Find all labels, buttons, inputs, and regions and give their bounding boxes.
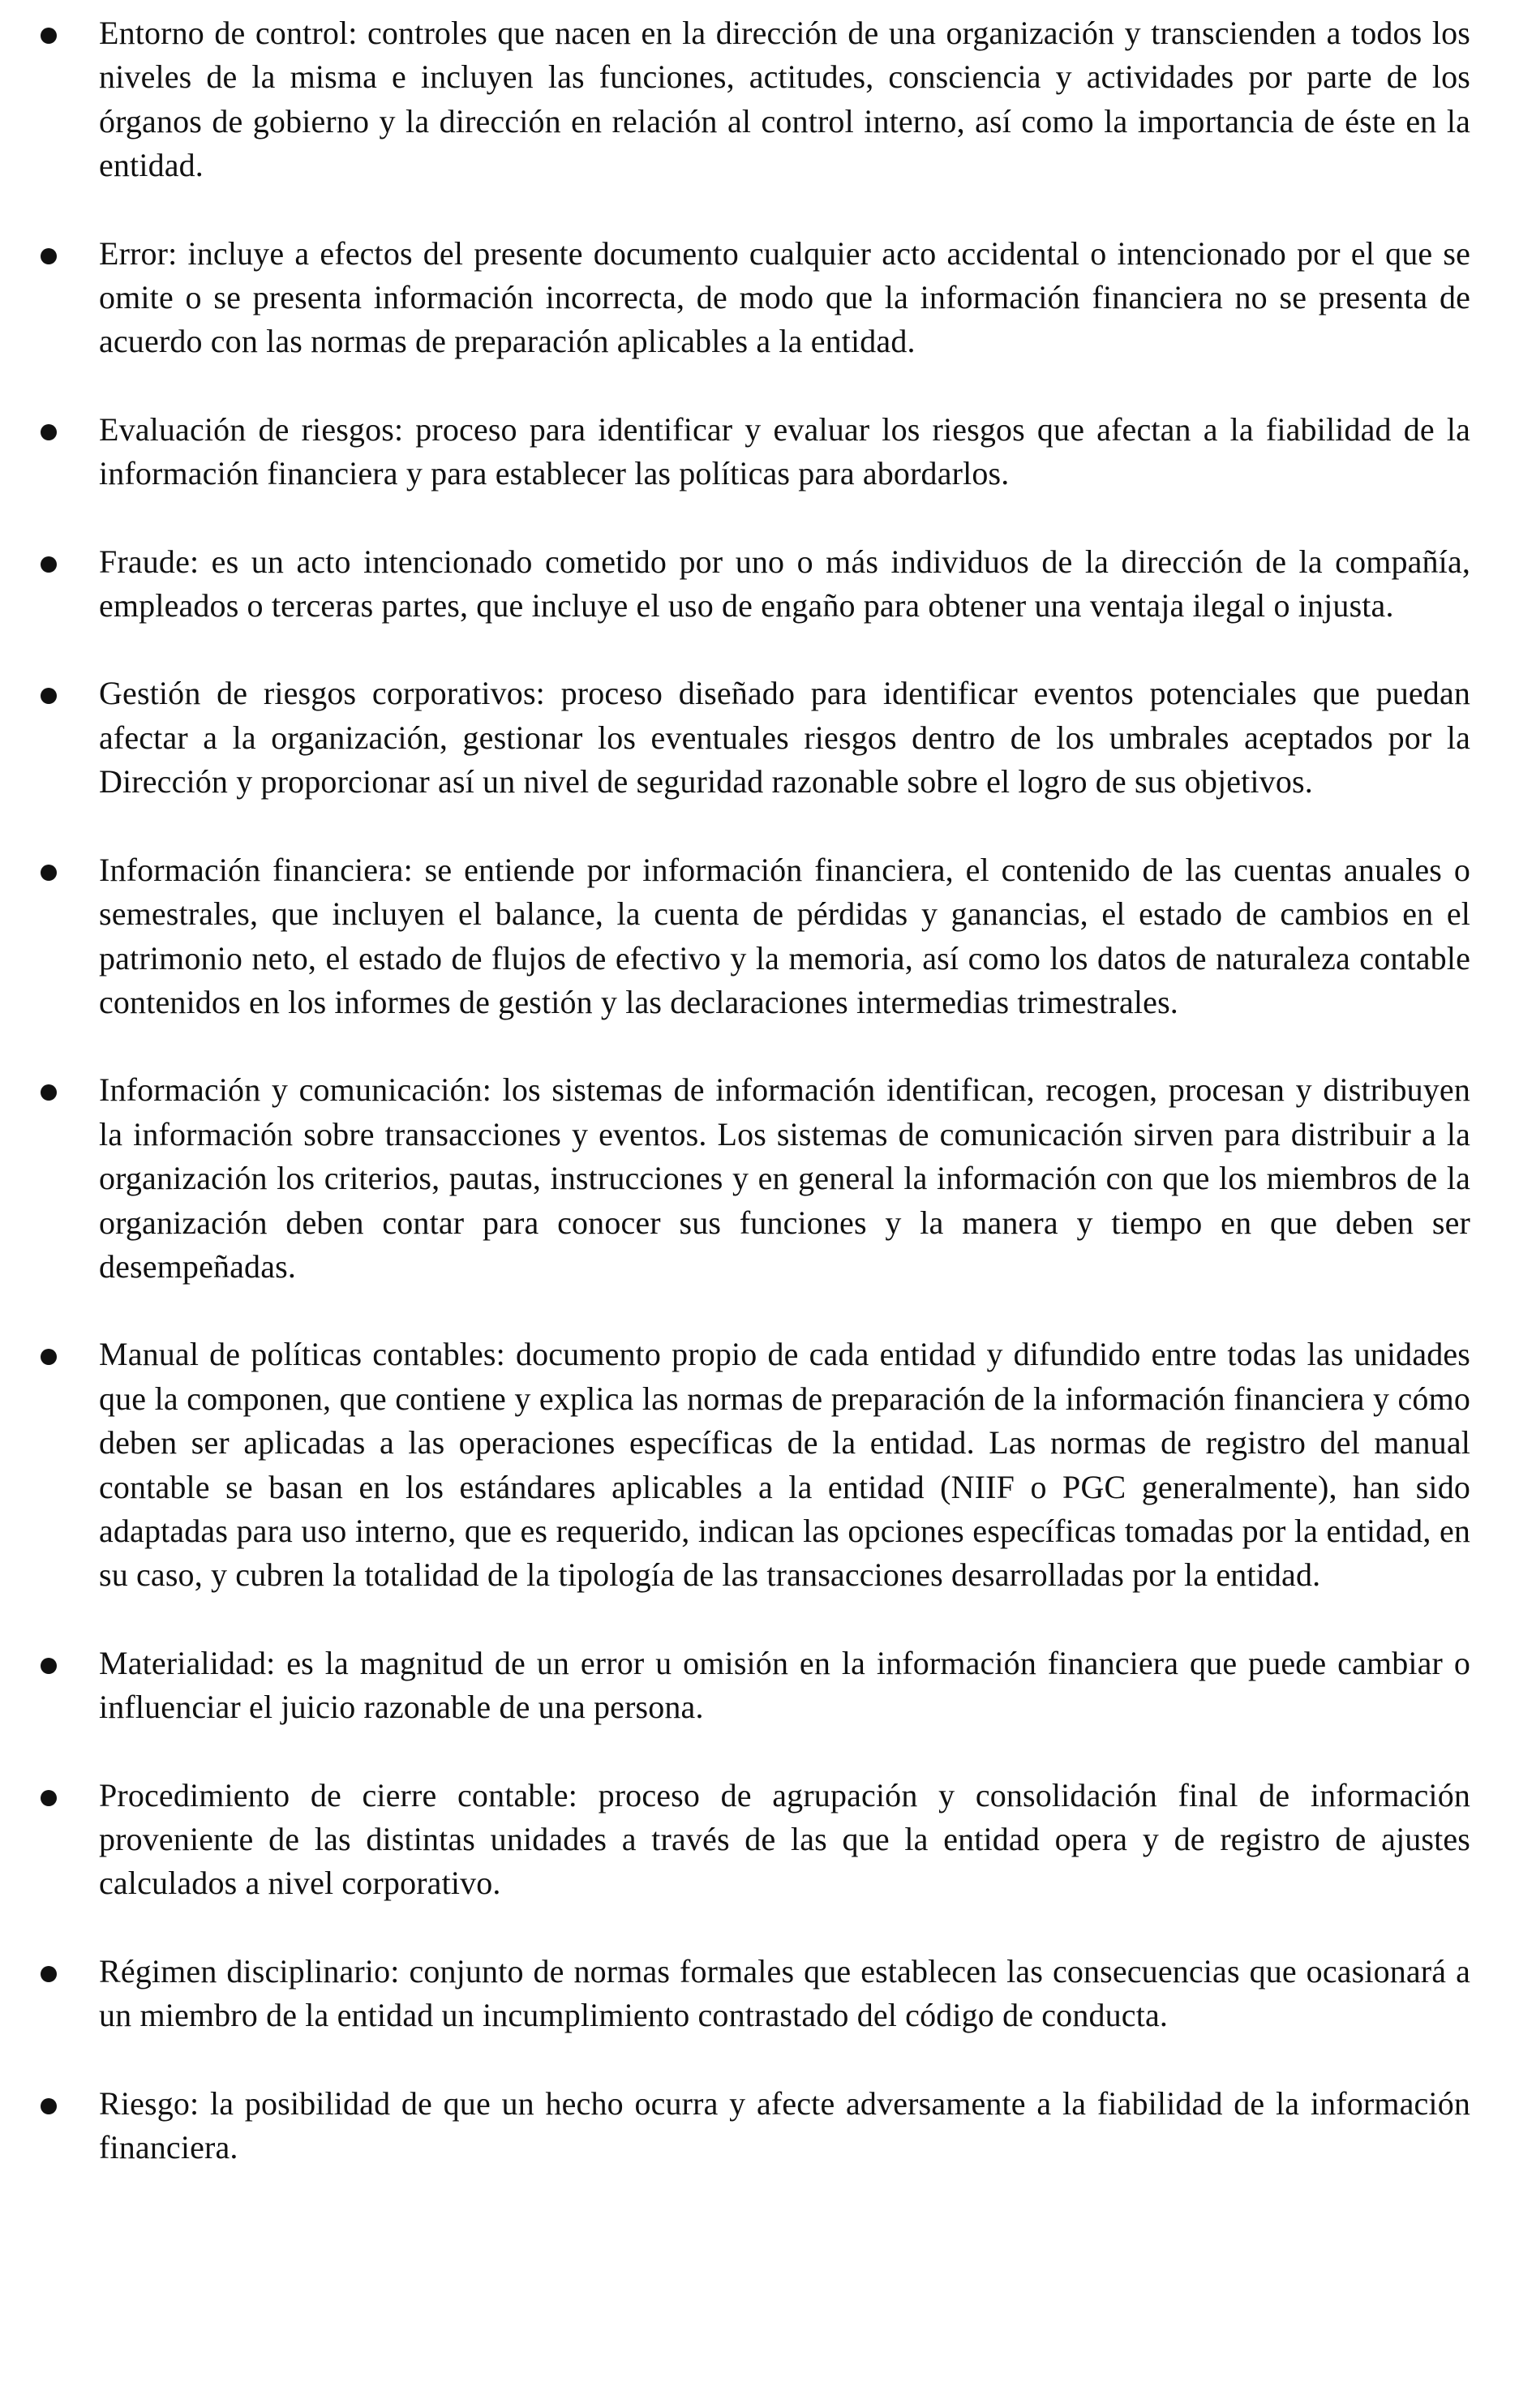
entry-text: Riesgo: la posibilidad de que un hecho ocurra y afecte adversamente a la fiabilidad de la información financiera. [99, 2084, 1470, 2166]
glossary-entry-fraude [99, 540, 1470, 629]
entry-text: Información financiera: se entiende por información financiera, el contenido de las cuentas anuales o semestrales, que incluyen el balance, la cuenta de pérdidas y ganancias, el estado de cambios en el patrimonio neto, el estado de flujos de efectivo y la memoria, así como los datos de naturaleza contable contenidos en los informes de gestión y las declaraciones intermedias trimestrales. [99, 851, 1470, 1020]
glossary-entry-regimen-disciplinario [99, 1950, 1470, 2038]
bullet-icon [41, 1790, 57, 1806]
entry-text: Régimen disciplinario: conjunto de normas formales que establecen las consecuencias que ocasionará a un miembro de la entidad un incumplimiento contrastado del código de conducta. [99, 1952, 1470, 2034]
glossary-entry-evaluacion-de-riesgos [99, 408, 1470, 496]
entry-text: Manual de políticas contables: documento propio de cada entidad y difundido entre todas las unidades que la componen, que contiene y explica las normas de preparación de la información financiera y cómo deben ser aplicadas a las operaciones específicas de la entidad. Las normas de registro del manual contable se basan en los estándares aplicables a la entidad (NIIF o PGC generalmente), han sido adaptadas para uso interno, que es requerido, indican las opciones específicas tomadas por la entidad, en su caso, y cubren la totalidad de la tipología de las transacciones desarrolladas por la entidad. [99, 1336, 1470, 1594]
glossary-entry-informacion-financiera [99, 848, 1470, 1025]
glossary-entry-materialidad [99, 1642, 1470, 1730]
bullet-icon [41, 556, 57, 573]
entry-text: Error: incluye a efectos del presente documento cualquier acto accidental o intencionado por el que se omite o se presenta información incorrecta, de modo que la información financiera no se presenta de acuerdo con las normas de preparación aplicables a la entidad. [99, 234, 1470, 360]
entry-text: Materialidad: es la magnitud de un error u omisión en la información financiera que puede cambiar o influenciar el juicio razonable de una persona. [99, 1644, 1470, 1726]
bullet-icon [41, 28, 57, 44]
bullet-icon [41, 248, 57, 264]
entry-text: Entorno de control: controles que nacen en la dirección de una organización y transcienden a todos los niveles de la misma e incluyen las funciones, actitudes, consciencia y actividades por parte de los órganos de gobierno y la dirección en relación al control interno, así como la importancia de éste en la entidad. [99, 15, 1470, 184]
glossary-entry-gestion-de-riesgos-corporativos [99, 672, 1470, 804]
glossary-entry-riesgo [99, 2082, 1470, 2170]
bullet-icon [41, 865, 57, 881]
bullet-icon [41, 688, 57, 704]
bullet-icon [41, 1966, 57, 1982]
glossary-entry-manual-de-politicas-contables [99, 1333, 1470, 1597]
glossary-entry-procedimiento-de-cierre-contable [99, 1774, 1470, 1906]
glossary-list [0, 11, 1519, 2170]
entry-text: Evaluación de riesgos: proceso para identificar y evaluar los riesgos que afectan a la fiabilidad de la información financiera y para establecer las políticas para abordarlos. [99, 410, 1470, 492]
bullet-icon [41, 1349, 57, 1365]
bullet-icon [41, 1658, 57, 1674]
entry-text: Gestión de riesgos corporativos: proceso diseñado para identificar eventos potenciales que puedan afectar a la organización, gestionar los eventuales riesgos dentro de los umbrales aceptados por la Dirección y proporcionar así un nivel de seguridad razonable sobre el logro de sus objetivos. [99, 675, 1470, 801]
bullet-icon [41, 424, 57, 440]
glossary-entry-entorno-de-control [99, 11, 1470, 188]
glossary-entry-error [99, 232, 1470, 364]
bullet-icon [41, 1084, 57, 1101]
bullet-icon [41, 2098, 57, 2114]
glossary-entry-informacion-y-comunicacion [99, 1068, 1470, 1289]
entry-text: Fraude: es un acto intencionado cometido por uno o más individuos de la dirección de la compañía, empleados o terceras partes, que incluye el uso de engaño para obtener una ventaja ilegal o injusta. [99, 543, 1470, 625]
entry-text: Procedimiento de cierre contable: proceso de agrupación y consolidación final de información proveniente de las distintas unidades a través de las que la entidad opera y de registro de ajustes calculados a nivel corporativo. [99, 1776, 1470, 1902]
entry-text: Información y comunicación: los sistemas de información identifican, recogen, procesan y distribuyen la información sobre transacciones y eventos. Los sistemas de comunicación sirven para distribuir a la organización los criterios, pautas, instrucciones y en general la información con que los miembros de la organización deben contar para conocer sus funciones y la manera y tiempo en que deben ser desempeñadas. [99, 1071, 1470, 1285]
